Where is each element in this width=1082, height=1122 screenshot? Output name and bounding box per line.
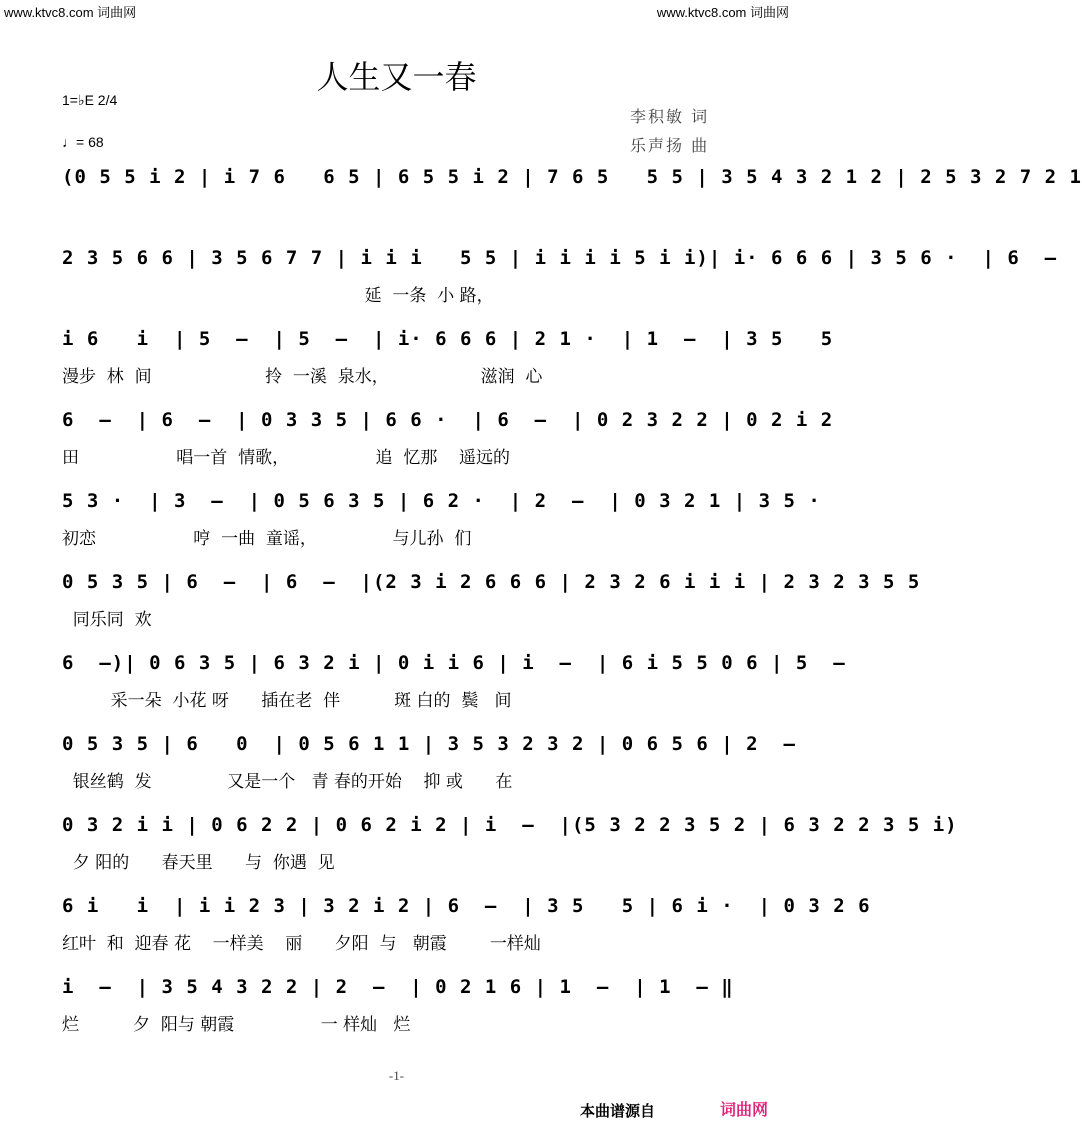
page-number: -1- [388,1068,405,1083]
lyrics-line: 延 一条 小 路， [62,286,494,306]
notation-line: 5 3 · | 3 — | 0 5 6 3 5 | 6 2 · | 2 — | 0 3 2 1 | 3 5 · [62,490,821,512]
notation-line: 0 3 2 i i | 0 6 2 2 | 0 6 2 i 2 | i — |(5 3 2 2 3 5 2 | 6 3 2 2 3 5 i) [62,814,958,836]
notation-line: 0 5 3 5 | 6 — | 6 — |(2 3 i 2 6 6 6 | 2 3 2 6 i i i | 2 3 2 3 5 5 [62,571,921,593]
lyrics-line: 夕 阳的 春天里 与 你遇 见 [62,853,335,873]
notation-line: (0 5 5 i 2 | i 7 6 6 5 | 6 5 5 i 2 | 7 6 5 5 5 | 3 5 4 3 2 1 2 | 2 5 3 2 7 2 1 [62,166,1082,188]
notation-line: 0 5 3 5 | 6 0 | 0 5 6 1 1 | 3 5 3 2 3 2 | 0 6 5 6 | 2 — [62,733,796,755]
lyrics-line: 采一朵 小花 呀 插在老 伴 斑 白的 鬓 间 [62,691,512,711]
notation-line: 6 i i | i i 2 3 | 3 2 i 2 | 6 — | 3 5 5 | 6 i · | 0 3 2 6 [62,895,871,917]
lyrics-line: 初恋 哼 一曲 童谣， 与儿孙 们 [62,529,472,549]
lyricist-credit: 李积敏 词 [630,107,710,126]
notation-line: 6 — | 6 — | 0 3 3 5 | 6 6 · | 6 — | 0 2 3 2 2 | 0 2 i 2 [62,409,834,431]
watermark-right: www.ktvc8.com 词曲网 [656,5,789,20]
lyrics-line: 红叶 和 迎春 花 一样美 丽 夕阳 与 朝霞 一样灿 [62,934,541,954]
tempo-marking: ♩= 68 [62,134,104,150]
lyrics-line: 田 唱一首 情歌， 追 忆那 遥远的 [62,448,510,468]
notation-line: 2 3 5 6 6 | 3 5 6 7 7 | i i i 5 5 | i i i i 5 i i)| i· 6 6 6 | 3 5 6 · | 6 — [62,247,1058,269]
notation-line: i 6 i | 5 — | 5 — | i· 6 6 6 | 2 1 · | 1 — | 3 5 5 [62,328,834,350]
lyrics-line: 银丝鹤 发 又是一个 青 春的开始 抑 或 在 [62,772,513,792]
composer-credit: 乐声扬 曲 [630,136,710,155]
song-title: 人生又一春 [316,58,477,96]
lyrics-line: 烂 夕 阳与 朝霞 一 样灿 烂 [62,1015,411,1035]
notation-line: i — | 3 5 4 3 2 2 | 2 — | 0 2 1 6 | 1 — | 1 — ‖ [62,976,734,998]
lyrics-line: 同乐同 欢 [62,610,152,630]
lyrics-line: 漫步 林 间 拎 一溪 泉水， 滋润 心 [62,367,543,387]
site-logo: 词曲网 [720,1100,769,1119]
notation-line: 6 —)| 0 6 3 5 | 6 3 2 i | 0 i i 6 | i — | 6 i 5 5 0 6 | 5 — [62,652,846,674]
key-signature: 1=♭E 2/4 [62,92,118,108]
source-label: 本曲谱源自 [580,1102,656,1120]
watermark-left: www.ktvc8.com 词曲网 [4,5,137,20]
